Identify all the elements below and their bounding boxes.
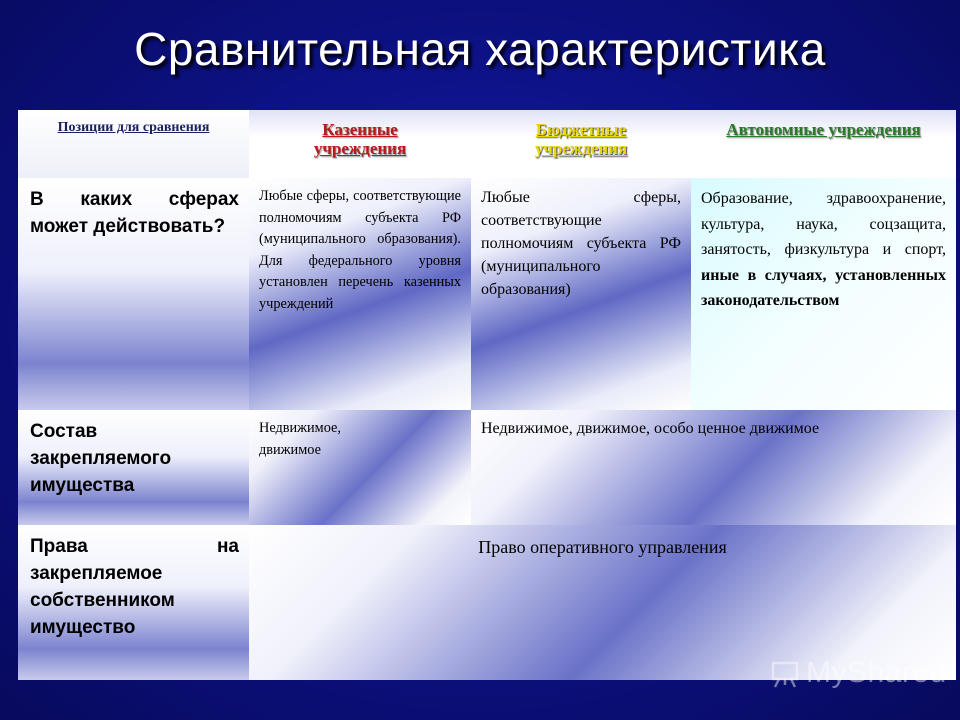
header-kazennye-label: Казенные учреждения [313,120,407,158]
header-byudzhetnye-label: Бюджетные учреждения [534,120,628,158]
row-spheres-avtonomnye-cell [691,178,956,410]
slide-title: Сравнительная характеристика [134,23,826,75]
row-rights-value-text: Право оперативного управления [478,537,727,557]
header-avtonomnye-label: Автономные учреждения [726,120,921,139]
header-positions-label: Позиции для сравнения [57,120,210,135]
row-spheres-byudzhetnye-cell [471,178,691,410]
row-property-label-cell [18,410,249,525]
row-spheres-byudzhetnye-text: Любые сферы, соответствующие полномочиям субъекта РФ (муниципального образования) [481,189,681,298]
presentation-board-icon [770,659,800,689]
row-property-label: Состав закрепляемого имущества [30,421,172,496]
header-byudzhetnye-cell [471,110,691,178]
row-spheres-label: В каких сферах может действовать? [30,189,239,237]
row-property-budget-auto-cell [471,410,956,525]
row-rights-label: Права на закрепляемое собственником имущество [30,536,239,638]
header-positions-cell [18,110,249,178]
watermark-text: MyShared [806,656,947,689]
row-rights-label-cell [18,525,249,680]
header-kazennye-cell [249,110,471,178]
row-spheres-kazennye-cell [249,178,471,410]
header-avtonomnye-cell [691,110,956,178]
row-property-budget-auto-text: Недвижимое, движимое, особо ценное движимое [481,420,820,437]
row-property-kazennye-cell [249,410,471,525]
row-spheres-kazennye-text: Любые сферы, соответствующие полномочиям субъекта РФ (муниципального образования). Для федерального уровня установлен перечень казенных учреждений [259,188,461,312]
row-property-kazennye-text: Недвижимое, движимое [259,420,341,458]
watermark [770,656,950,696]
row-spheres-avtonomnye-text [691,178,956,314]
row-spheres-label-cell [18,178,249,410]
avtonomnye-spheres-normal: Образование, здравоохранение, культура, наука, соцзащита, занятость, физкультура и спорт, [701,190,946,258]
avtonomnye-spheres-bold: иные в случаях, установленных законодательством [701,266,946,309]
